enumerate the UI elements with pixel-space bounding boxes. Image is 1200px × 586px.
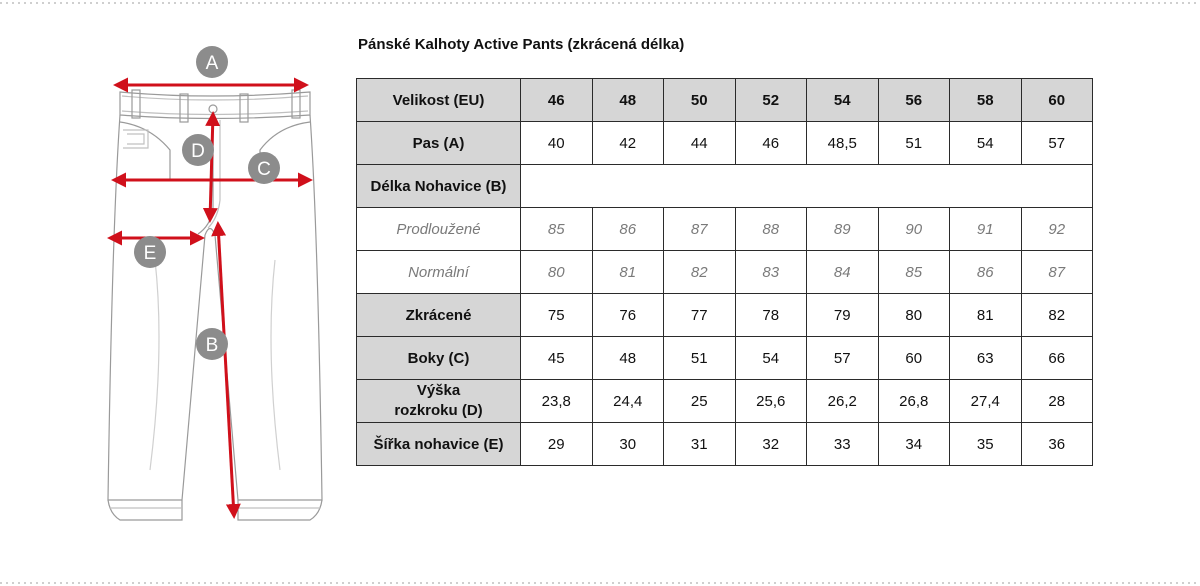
table-cell: 87	[664, 208, 736, 251]
table-header-row	[357, 79, 1093, 122]
table-cell: 25,6	[735, 380, 807, 423]
row-label: Pas (A)	[357, 122, 521, 165]
marker-e	[134, 236, 166, 268]
table-cell: 24,4	[592, 380, 664, 423]
table-row	[357, 122, 1093, 165]
marker-b-label: B	[205, 335, 219, 356]
table-cell: 75	[521, 294, 593, 337]
table-cell: 48	[592, 337, 664, 380]
table-cell: 76	[592, 294, 664, 337]
table-row	[357, 251, 1093, 294]
marker-a-label: A	[205, 53, 219, 74]
row-label: Boky (C)	[357, 337, 521, 380]
table-cell: 51	[878, 122, 950, 165]
table-cell: 89	[807, 208, 879, 251]
table-cell: 85	[521, 208, 593, 251]
table-cell: 63	[950, 337, 1022, 380]
table-cell: 44	[664, 122, 736, 165]
empty-span-cell	[521, 165, 1093, 208]
row-label: Normální	[357, 251, 521, 294]
table-cell: 42	[592, 122, 664, 165]
table-row	[357, 423, 1093, 466]
table-cell: 78	[735, 294, 807, 337]
header-size: 48	[592, 79, 664, 122]
marker-d	[182, 134, 214, 166]
table-cell: 80	[878, 294, 950, 337]
marker-e-label: E	[143, 243, 157, 264]
pants-outline	[108, 90, 322, 520]
table-cell: 36	[1021, 423, 1093, 466]
header-label: Velikost (EU)	[357, 79, 521, 122]
table-cell: 57	[1021, 122, 1093, 165]
table-row	[357, 165, 1093, 208]
table-cell: 84	[807, 251, 879, 294]
table-cell: 31	[664, 423, 736, 466]
table-cell: 32	[735, 423, 807, 466]
table-cell: 28	[1021, 380, 1093, 423]
pants-measurement-diagram	[70, 30, 360, 550]
table-cell: 79	[807, 294, 879, 337]
table-row	[357, 380, 1093, 423]
marker-a	[196, 46, 228, 78]
table-cell: 26,2	[807, 380, 879, 423]
row-label: Délka Nohavice (B)	[357, 165, 521, 208]
row-label-line: rozkroku (D)	[394, 402, 483, 419]
row-label-line: Výška	[416, 382, 461, 399]
table-cell: 81	[592, 251, 664, 294]
table-cell: 66	[1021, 337, 1093, 380]
table-cell: 51	[664, 337, 736, 380]
table-row	[357, 337, 1093, 380]
table-cell: 34	[878, 423, 950, 466]
table-cell: 86	[592, 208, 664, 251]
table-cell: 46	[735, 122, 807, 165]
table-cell: 40	[521, 122, 593, 165]
row-label	[357, 380, 521, 423]
table-cell: 60	[878, 337, 950, 380]
marker-c	[248, 152, 280, 184]
table-cell: 91	[950, 208, 1022, 251]
table-cell: 86	[950, 251, 1022, 294]
table-cell: 80	[521, 251, 593, 294]
table-cell: 23,8	[521, 380, 593, 423]
table-cell: 82	[1021, 294, 1093, 337]
table-cell: 83	[735, 251, 807, 294]
inseam-arrow	[218, 224, 234, 516]
header-size: 56	[878, 79, 950, 122]
table-cell: 30	[592, 423, 664, 466]
row-label: Prodloužené	[357, 208, 521, 251]
header-size: 58	[950, 79, 1022, 122]
table-cell: 25	[664, 380, 736, 423]
table-cell: 27,4	[950, 380, 1022, 423]
header-size: 50	[664, 79, 736, 122]
chart-title: Pánské Kalhoty Active Pants (zkrácená délka)	[358, 36, 685, 53]
table-row	[357, 208, 1093, 251]
header-size: 60	[1021, 79, 1093, 122]
table-cell: 92	[1021, 208, 1093, 251]
table-cell: 54	[735, 337, 807, 380]
header-size: 54	[807, 79, 879, 122]
marker-b	[196, 328, 228, 360]
row-label: Zkrácené	[357, 294, 521, 337]
row-label: Šířka nohavice (E)	[357, 423, 521, 466]
table-cell: 85	[878, 251, 950, 294]
table-cell: 45	[521, 337, 593, 380]
table-cell: 33	[807, 423, 879, 466]
table-cell: 26,8	[878, 380, 950, 423]
table-cell: 54	[950, 122, 1022, 165]
table-cell: 82	[664, 251, 736, 294]
header-size: 46	[521, 79, 593, 122]
table-cell: 90	[878, 208, 950, 251]
table-cell: 88	[735, 208, 807, 251]
table-cell: 48,5	[807, 122, 879, 165]
table-cell: 29	[521, 423, 593, 466]
marker-d-label: D	[191, 141, 205, 162]
table-cell: 57	[807, 337, 879, 380]
top-dotted-edge	[0, 2, 1200, 4]
table-cell: 77	[664, 294, 736, 337]
table-row	[357, 294, 1093, 337]
table-cell: 81	[950, 294, 1022, 337]
size-table	[356, 78, 1093, 466]
bottom-dotted-edge	[0, 582, 1200, 584]
header-size: 52	[735, 79, 807, 122]
marker-c-label: C	[257, 159, 271, 180]
table-cell: 87	[1021, 251, 1093, 294]
table-cell: 35	[950, 423, 1022, 466]
